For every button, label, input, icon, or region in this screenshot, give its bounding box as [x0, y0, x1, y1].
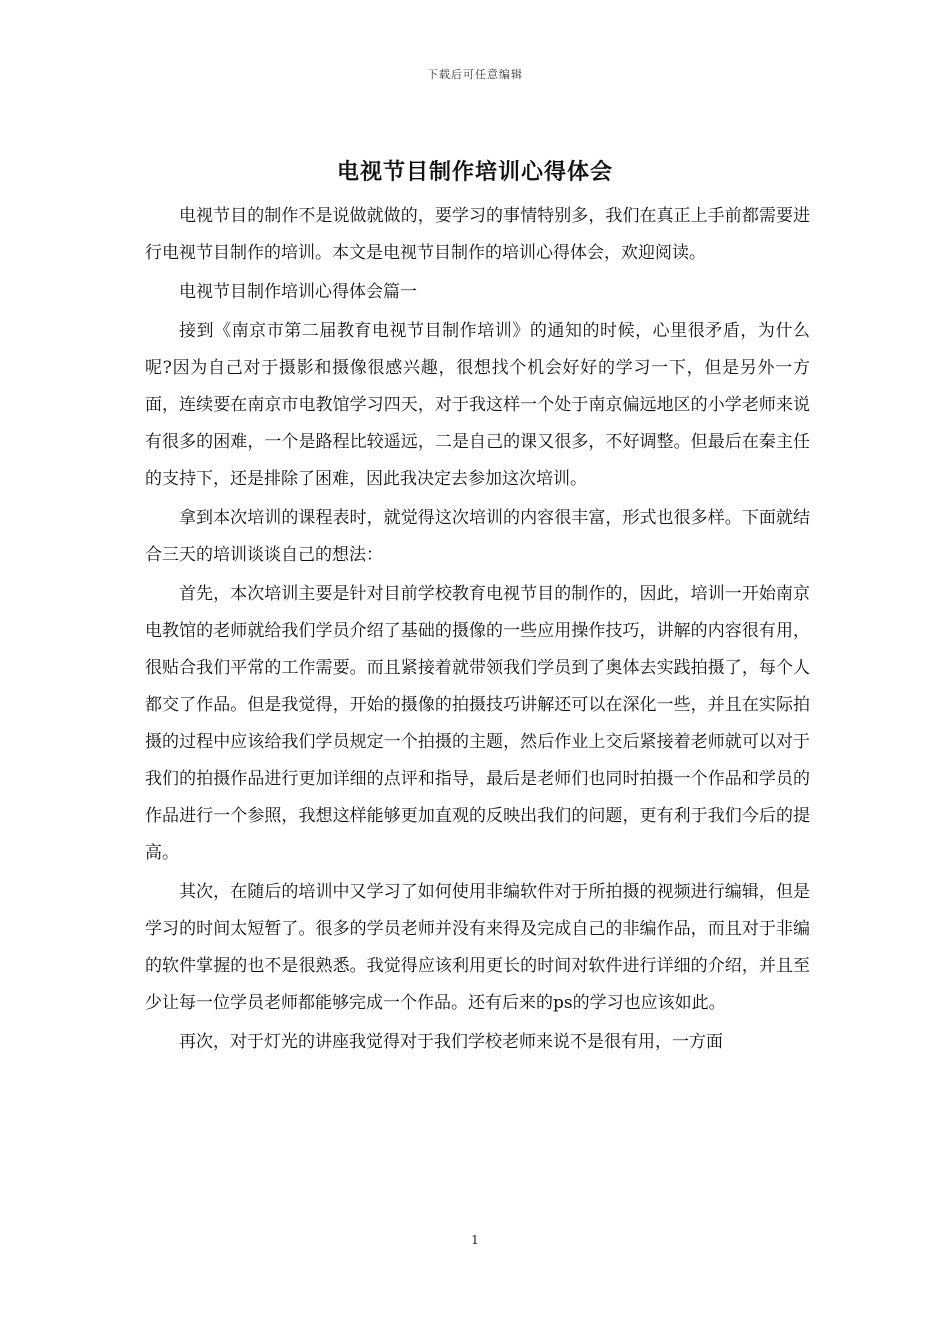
- section-heading: 电视节目制作培训心得体会篇一: [179, 282, 417, 302]
- paragraph: 首先，本次培训主要是针对目前学校教育电视节目的制作的，因此，培训一开始南京电教馆的老师就给我们学员介绍了基础的摄像的一些应用操作技巧，讲解的内容很有用，很贴合我们平常的工作需要。而且紧接着就带领我们学员到了奥体去实践拍摄了，每个人都交了作品。但是我觉得，开始的摄像的拍摄技巧讲解还可以在深化一些，并且在实际拍摄的过程中应该给我们学员规定一个拍摄的主题，然后作业上交后紧接着老师就可以对于我们的拍摄作品进行更加详细的点评和指导，最后是老师们也同时拍摄一个作品和学员的作品进行一个参照，我想这样能够更加直观的反映出我们的问题，更有利于我们今后的提高。: [145, 584, 810, 863]
- document-title: 电视节目制作培训心得体会: [336, 159, 613, 185]
- page-header-note: 下载后可任意编辑: [427, 68, 523, 81]
- paragraph-intro: 电视节目的制作不是说做就做的，要学习的事情特别多，我们在真正上手前都需要进行电视节目制作的培训。本文是电视节目制作的培训心得体会，欢迎阅读。: [145, 206, 810, 263]
- paragraph: 接到《南京市第二届教育电视节目制作培训》的通知的时候，心里很矛盾，为什么呢?因为自己对于摄影和摄像很感兴趣，很想找个机会好好的学习一下，但是另外一方面，连续要在南京市电教馆学习四天，对于我这样一个处于南京偏远地区的小学老师来说有很多的困难，一个是路程比较遥远，二是自己的课又很多，不好调整。但最后在秦主任的支持下，还是排除了困难，因此我决定去参加这次培训。: [145, 321, 810, 489]
- paragraph: 拿到本次培训的课程表时，就觉得这次培训的内容很丰富，形式也很多样。下面就结合三天的培训谈谈自己的想法：: [145, 508, 810, 565]
- paragraph: 再次，对于灯光的讲座我觉得对于我们学校老师来说不是很有用，一方面: [179, 1032, 723, 1052]
- document-body: [145, 198, 810, 1063]
- page-number: 1: [471, 1233, 479, 1247]
- paragraph: 其次，在随后的培训中又学习了如何使用非编软件对于所拍摄的视频进行编辑，但是学习的时间太短暂了。很多的学员老师并没有来得及完成自己的非编作品，而且对于非编的软件掌握的也不是很熟悉。我觉得应该利用更长的时间对软件进行详细的介绍，并且至少让每一位学员老师都能够完成一个作品。还有后来的ps的学习也应该如此。: [145, 882, 810, 1013]
